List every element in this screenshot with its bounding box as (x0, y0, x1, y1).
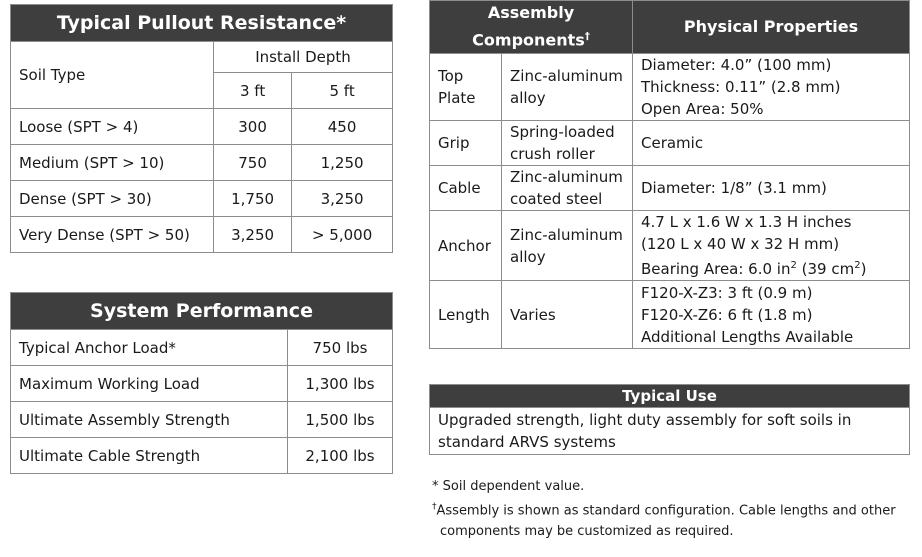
material-line: Spring-loaded (510, 123, 615, 141)
property-line: Open Area: 50% (641, 100, 764, 118)
material-line: Zinc-aluminum (510, 168, 623, 186)
component-material (502, 211, 633, 281)
assembly-header-line2: Components (472, 30, 585, 50)
typical-use-line: Upgraded strength, light duty assembly for soft soils in (438, 411, 852, 429)
value-cell: 3,250 (214, 217, 292, 253)
component-name: Anchor (430, 211, 502, 281)
component-material (502, 54, 633, 121)
value-cell: 450 (292, 109, 393, 145)
component-properties: Ceramic (633, 121, 910, 166)
performance-value: 750 lbs (288, 330, 393, 366)
property-line: 4.7 L x 1.6 W x 1.3 H inches (641, 213, 852, 231)
typical-use-table (429, 384, 910, 455)
soil-type-cell: Medium (SPT > 10) (11, 145, 214, 181)
footnote-soil: * Soil dependent value. (432, 479, 585, 494)
component-properties (633, 281, 910, 349)
material-line: Zinc-aluminum (510, 225, 623, 244)
typical-use-body (430, 408, 910, 455)
component-properties (633, 54, 910, 121)
assembly-components-table (429, 0, 910, 349)
table-row (430, 121, 910, 166)
value-cell: 750 (214, 145, 292, 181)
table-row (430, 54, 910, 121)
component-material: Varies (502, 281, 633, 349)
soil-type-cell: Very Dense (SPT > 50) (11, 217, 214, 253)
value-cell: 3,250 (292, 181, 393, 217)
material-line: alloy (510, 89, 546, 107)
property-line: F120-X-Z3: 3 ft (0.9 m) (641, 283, 813, 302)
component-properties: Diameter: 1/8” (3.1 mm) (633, 166, 910, 211)
bearing-area-line (641, 255, 901, 280)
pullout-resistance-table (10, 4, 393, 253)
table-row (11, 217, 393, 253)
table-row (11, 181, 393, 217)
component-name: Length (430, 281, 502, 349)
material-line: Zinc-aluminum (510, 67, 623, 85)
performance-label: Maximum Working Load (11, 366, 288, 402)
property-line: Additional Lengths Available (641, 327, 854, 346)
component-material (502, 121, 633, 166)
performance-label: Typical Anchor Load* (11, 330, 288, 366)
component-properties (633, 211, 910, 281)
value-cell: 1,250 (292, 145, 393, 181)
property-line: Thickness: 0.11” (2.8 mm) (641, 78, 841, 96)
bearing-text: (39 cm (796, 260, 855, 278)
material-line: alloy (510, 247, 546, 266)
footnote-assembly (432, 497, 912, 521)
footnotes (432, 476, 912, 542)
material-line: crush roller (510, 145, 595, 163)
superscript: 2 (854, 260, 861, 271)
component-name-line: Top (438, 67, 464, 85)
soil-type-header: Soil Type (11, 42, 214, 109)
depth-3ft-header: 3 ft (214, 73, 292, 109)
dagger-mark: † (432, 502, 437, 512)
performance-value: 1,300 lbs (288, 366, 393, 402)
component-name: Grip (430, 121, 502, 166)
bearing-text: ) (860, 260, 867, 278)
performance-label: Ultimate Assembly Strength (11, 402, 288, 438)
component-name: Cable (430, 166, 502, 211)
performance-value: 2,100 lbs (288, 438, 393, 474)
table-row (11, 438, 393, 474)
bearing-text: Bearing Area: 6.0 in (641, 260, 791, 278)
performance-title: System Performance (11, 293, 393, 330)
performance-label: Ultimate Cable Strength (11, 438, 288, 474)
property-line: (120 L x 40 W x 32 H mm) (641, 235, 840, 253)
table-row (11, 330, 393, 366)
assembly-header-line1: Assembly (487, 3, 575, 23)
component-name (430, 54, 502, 121)
component-material (502, 166, 633, 211)
value-cell: 1,750 (214, 181, 292, 217)
table-row (11, 145, 393, 181)
performance-value: 1,500 lbs (288, 402, 393, 438)
dagger-mark: † (584, 31, 590, 43)
depth-5ft-header: 5 ft (292, 73, 393, 109)
physical-properties-header: Physical Properties (633, 1, 910, 54)
property-line: Diameter: 4.0” (100 mm) (641, 56, 832, 74)
install-depth-header: Install Depth (214, 42, 393, 73)
soil-type-cell: Loose (SPT > 4) (11, 109, 214, 145)
typical-use-line: standard ARVS systems (438, 433, 616, 451)
table-row (11, 366, 393, 402)
typical-use-title: Typical Use (430, 385, 910, 408)
table-row (430, 211, 910, 281)
soil-type-cell: Dense (SPT > 30) (11, 181, 214, 217)
system-performance-table (10, 292, 393, 474)
footnote-line: Assembly is shown as standard configuration. Cable lengths and other (436, 503, 896, 519)
pullout-title: Typical Pullout Resistance* (11, 5, 393, 42)
table-row (11, 109, 393, 145)
value-cell: > 5,000 (292, 217, 393, 253)
table-row (430, 281, 910, 349)
component-name-line: Plate (438, 89, 476, 107)
assembly-components-header (430, 1, 633, 54)
table-row (430, 166, 910, 211)
value-cell: 300 (214, 109, 292, 145)
table-row (11, 402, 393, 438)
property-line: F120-X-Z6: 6 ft (1.8 m) (641, 305, 813, 324)
material-line: coated steel (510, 190, 603, 208)
footnote-line: components may be customized as required. (440, 524, 734, 540)
superscript: 2 (790, 260, 797, 271)
